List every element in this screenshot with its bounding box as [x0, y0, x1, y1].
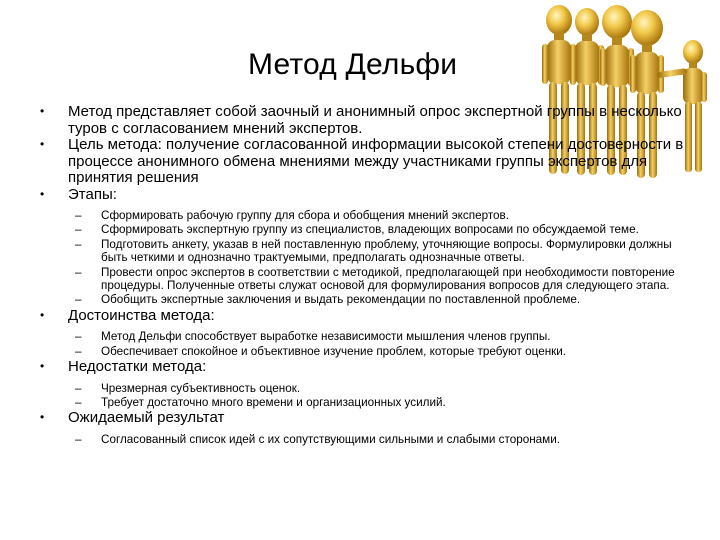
stages-section	[28, 187, 688, 307]
bullet-text: • Метод представляет собой заочный и анонимный опрос экспертной группы в несколько туров с согласованием мнений экспертов.	[68, 103, 682, 137]
advantage-item: – Метод Дельфи способствует выработке независимости мышления членов группы.	[68, 330, 688, 343]
bullet-text: • Цель метода: получение согласованной информации высокой степени достоверности в процессе анонимного обмена мнениями между участниками группы экспертов для принятия решения	[68, 136, 684, 186]
main-bullet-list	[28, 104, 688, 446]
stages-list	[68, 209, 688, 307]
stages-heading: • Этапы:	[68, 185, 117, 203]
stage-item: – Сформировать рабочую группу для сбора и обобщения мнений экспертов.	[68, 209, 688, 222]
bullet-item	[28, 137, 688, 187]
disadvantage-item: – Чрезмерная субъективность оценок.	[68, 382, 688, 395]
stage-item: – Обобщить экспертные заключения и выдать рекомендации по поставленной проблеме.	[68, 293, 688, 306]
stage-item: – Сформировать экспертную группу из специалистов, владеющих вопросами по обсуждаемой теме.	[68, 223, 688, 236]
result-section	[28, 410, 688, 446]
bullet-item	[28, 104, 688, 137]
stage-item: – Подготовить анкету, указав в ней поставленную проблему, уточняющие вопросы. Формулировки должны быть четкими и однозначно трактуемыми, предполагать однозначные ответы.	[68, 238, 688, 265]
stage-item: – Провести опрос экспертов в соответствии с методикой, предполагающей при необходимости повторение процедуры. Полученные ответы служат основой для формулирования вопросов для следующего этапа.	[68, 266, 688, 293]
slide-content	[28, 104, 688, 447]
result-heading: • Ожидаемый результат	[68, 409, 225, 427]
disadvantages-heading: • Недостатки метода:	[68, 358, 207, 376]
result-list	[68, 433, 688, 446]
advantages-list	[68, 330, 688, 358]
result-item: – Согласованный список идей с их сопутствующими сильными и слабыми сторонами.	[68, 433, 688, 446]
disadvantages-list	[68, 382, 688, 410]
disadvantage-item: – Требует достаточно много времени и организационных усилий.	[68, 396, 688, 409]
slide-title: Метод Дельфи	[248, 48, 458, 81]
disadvantages-section	[28, 359, 688, 409]
advantages-heading: • Достоинства метода:	[68, 306, 215, 324]
advantages-section	[28, 308, 688, 358]
advantage-item: – Обеспечивает спокойное и объективное изучение проблем, которые требуют оценки.	[68, 345, 688, 358]
